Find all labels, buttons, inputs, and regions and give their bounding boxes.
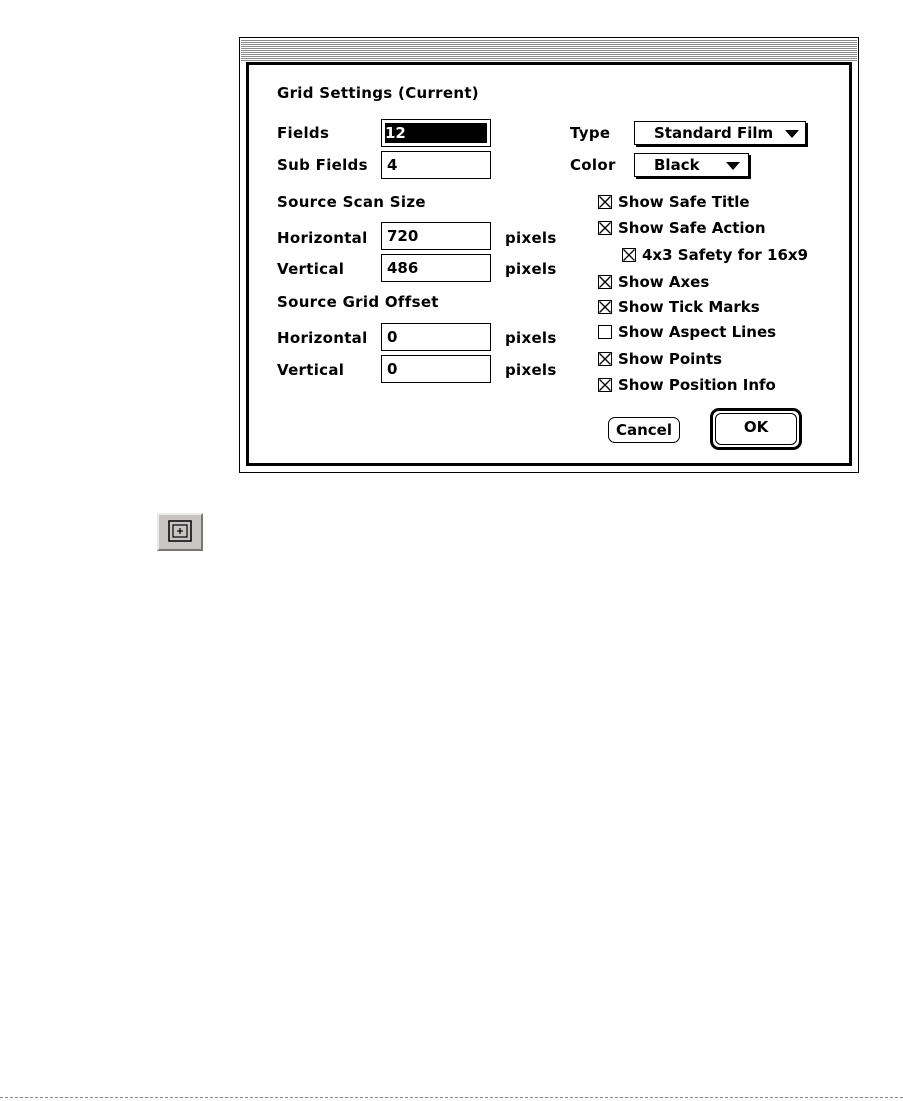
grid-tool-icon[interactable] bbox=[157, 513, 203, 551]
dialog-title-bar[interactable] bbox=[241, 39, 857, 61]
checkbox-label: 4x3 Safety for 16x9 bbox=[642, 246, 809, 264]
dialog-content bbox=[246, 62, 852, 466]
fields-input[interactable] bbox=[381, 119, 491, 147]
cancel-button[interactable]: Cancel bbox=[608, 417, 680, 443]
checkbox-box[interactable] bbox=[598, 378, 612, 392]
sub-fields-label: Sub Fields bbox=[277, 156, 368, 174]
scan-vertical-label: Vertical bbox=[277, 260, 345, 278]
offset-vertical-input[interactable]: 0 bbox=[381, 355, 491, 383]
grid-settings-dialog bbox=[239, 37, 859, 473]
checkbox-label: Show Safe Action bbox=[618, 219, 766, 237]
color-dropdown-arrow-icon bbox=[726, 162, 740, 170]
checkbox-label: Show Tick Marks bbox=[618, 298, 760, 316]
offset-vertical-label: Vertical bbox=[277, 361, 345, 379]
ok-button-label: OK bbox=[715, 413, 797, 445]
scan-vertical-input[interactable]: 486 bbox=[381, 254, 491, 282]
page-bottom-rule bbox=[0, 1097, 903, 1098]
color-label: Color bbox=[570, 156, 616, 174]
checkmark-x-icon bbox=[599, 301, 611, 313]
offset-horizontal-label: Horizontal bbox=[277, 329, 368, 347]
checkbox-box[interactable] bbox=[598, 221, 612, 235]
type-label: Type bbox=[570, 124, 611, 142]
checkbox-box[interactable] bbox=[598, 325, 612, 339]
frame-icon bbox=[159, 515, 201, 549]
source-grid-offset-heading: Source Grid Offset bbox=[277, 293, 439, 311]
checkbox-box[interactable] bbox=[598, 275, 612, 289]
scan-horizontal-input[interactable]: 720 bbox=[381, 222, 491, 250]
checkmark-x-icon bbox=[623, 249, 635, 261]
fields-label: Fields bbox=[277, 124, 330, 142]
scan-vertical-unit: pixels bbox=[505, 260, 557, 278]
checkbox-label: Show Axes bbox=[618, 273, 710, 291]
color-popup[interactable] bbox=[634, 153, 749, 177]
checkbox-label: Show Position Info bbox=[618, 376, 776, 394]
checkbox-box[interactable] bbox=[598, 300, 612, 314]
scan-horizontal-unit: pixels bbox=[505, 229, 557, 247]
type-dropdown-arrow-icon bbox=[785, 130, 799, 138]
checkmark-x-icon bbox=[599, 379, 611, 391]
color-value: Black bbox=[654, 156, 700, 174]
offset-horizontal-input[interactable]: 0 bbox=[381, 323, 491, 351]
checkmark-x-icon bbox=[599, 196, 611, 208]
checkbox-label: Show Safe Title bbox=[618, 193, 750, 211]
checkbox-label: Show Points bbox=[618, 350, 723, 368]
checkmark-x-icon bbox=[599, 353, 611, 365]
checkbox-box[interactable] bbox=[622, 248, 636, 262]
dialog-title: Grid Settings (Current) bbox=[277, 84, 479, 102]
ok-button[interactable] bbox=[710, 408, 802, 450]
offset-horizontal-unit: pixels bbox=[505, 329, 557, 347]
offset-vertical-unit: pixels bbox=[505, 361, 557, 379]
checkbox-label: Show Aspect Lines bbox=[618, 323, 777, 341]
sub-fields-input[interactable]: 4 bbox=[381, 151, 491, 179]
type-value: Standard Film bbox=[654, 124, 774, 142]
checkmark-x-icon bbox=[599, 276, 611, 288]
checkbox-box[interactable] bbox=[598, 195, 612, 209]
source-scan-size-heading: Source Scan Size bbox=[277, 193, 426, 211]
scan-horizontal-label: Horizontal bbox=[277, 229, 368, 247]
type-popup[interactable] bbox=[634, 121, 806, 145]
fields-value: 12 bbox=[385, 123, 487, 143]
checkmark-x-icon bbox=[599, 222, 611, 234]
checkbox-box[interactable] bbox=[598, 352, 612, 366]
